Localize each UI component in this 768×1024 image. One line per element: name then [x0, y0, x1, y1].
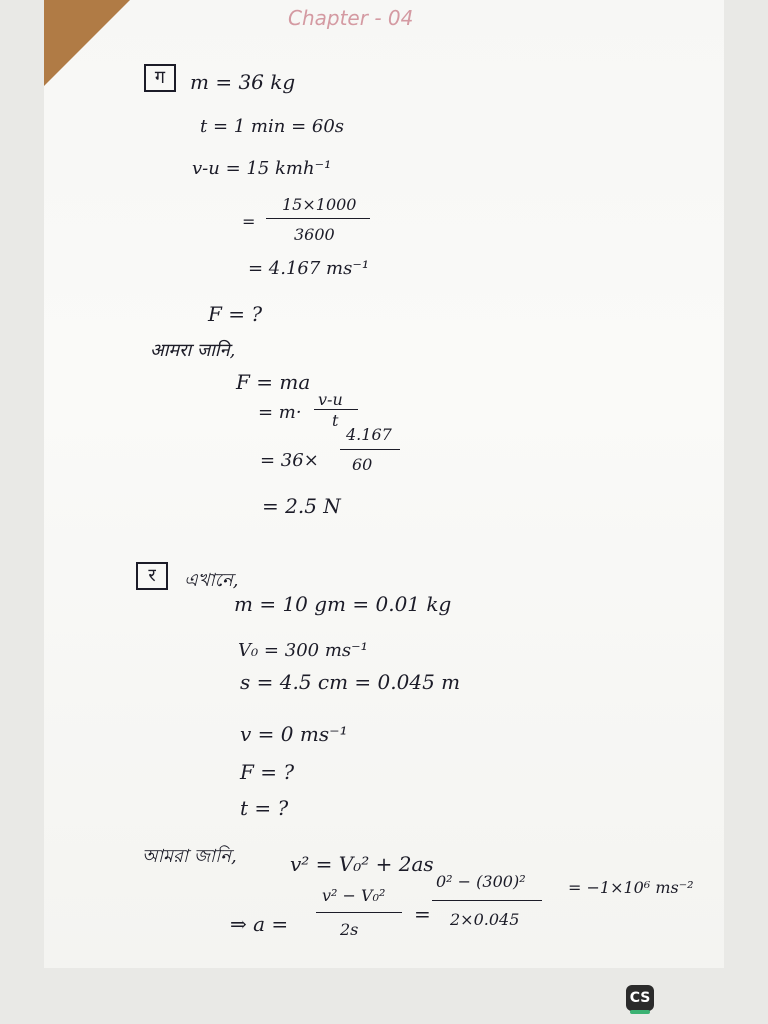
p1-step-numerator: v-u	[318, 390, 343, 409]
p2-time-unknown: t = ?	[240, 796, 289, 820]
p2-accel-fraction-bar	[316, 912, 402, 913]
p1-step-fraction-bar	[314, 409, 358, 410]
camscanner-logo-strip	[630, 1010, 650, 1014]
p1-time: t = 1 min = 60s	[200, 116, 345, 137]
chapter-title: Chapter - 04	[288, 6, 414, 30]
p2-accel-equals: =	[414, 902, 431, 926]
p1-sub-numerator: 4.167	[346, 425, 392, 444]
p1-sub-denominator: 60	[352, 455, 373, 474]
p2-distance: s = 4.5 cm = 0.045 m	[240, 670, 461, 694]
p1-step-prefix: = m·	[258, 402, 302, 423]
notebook-page	[44, 0, 724, 968]
p2-accel-result: = −1×10⁶ ms⁻²	[568, 878, 694, 897]
p2-force-unknown: F = ?	[240, 760, 295, 784]
p2-accel-numerator: v² − V₀²	[322, 886, 386, 905]
p1-newton-law: F = ma	[236, 370, 311, 394]
p2-final-velocity: v = 0 ms⁻¹	[240, 722, 348, 746]
problem-1-label: ग	[144, 64, 176, 92]
camscanner-logo: CS	[626, 985, 654, 1011]
p2-sub-denominator: 2×0.045	[450, 910, 520, 929]
p2-kinematic-equation: v² = V₀² + 2as	[290, 852, 434, 876]
p1-force-unknown: F = ?	[208, 302, 263, 326]
p2-initial-velocity: V₀ = 300 ms⁻¹	[238, 640, 368, 661]
p2-accel-prefix: ⇒ a =	[230, 912, 289, 936]
p1-sub-fraction-bar	[340, 449, 400, 450]
p1-velocity-change: v-u = 15 kmh⁻¹	[192, 158, 332, 179]
p1-force-result: = 2.5 N	[262, 494, 341, 518]
p1-conv-numerator: 15×1000	[282, 195, 357, 214]
problem-2-label: र	[136, 562, 168, 590]
p1-conv-result: = 4.167 ms⁻¹	[248, 258, 370, 279]
p1-conv-equals: =	[242, 212, 256, 231]
p1-mass: m = 36 kg	[190, 70, 296, 94]
p1-conv-fraction-bar	[266, 218, 370, 219]
p1-we-know: आमरा जानि,	[150, 340, 236, 361]
p2-accel-denominator: 2s	[340, 920, 359, 939]
p1-step-denominator: t	[332, 411, 339, 430]
p2-mass: m = 10 gm = 0.01 kg	[234, 592, 452, 616]
p2-here: এখানে,	[184, 570, 239, 591]
p1-sub-prefix: = 36×	[260, 450, 319, 471]
p1-conv-denominator: 3600	[294, 225, 335, 244]
p2-sub-numerator: 0² − (300)²	[436, 872, 526, 891]
p2-we-know: আমরা জানি,	[142, 846, 237, 867]
p2-sub-fraction-bar	[432, 900, 542, 901]
